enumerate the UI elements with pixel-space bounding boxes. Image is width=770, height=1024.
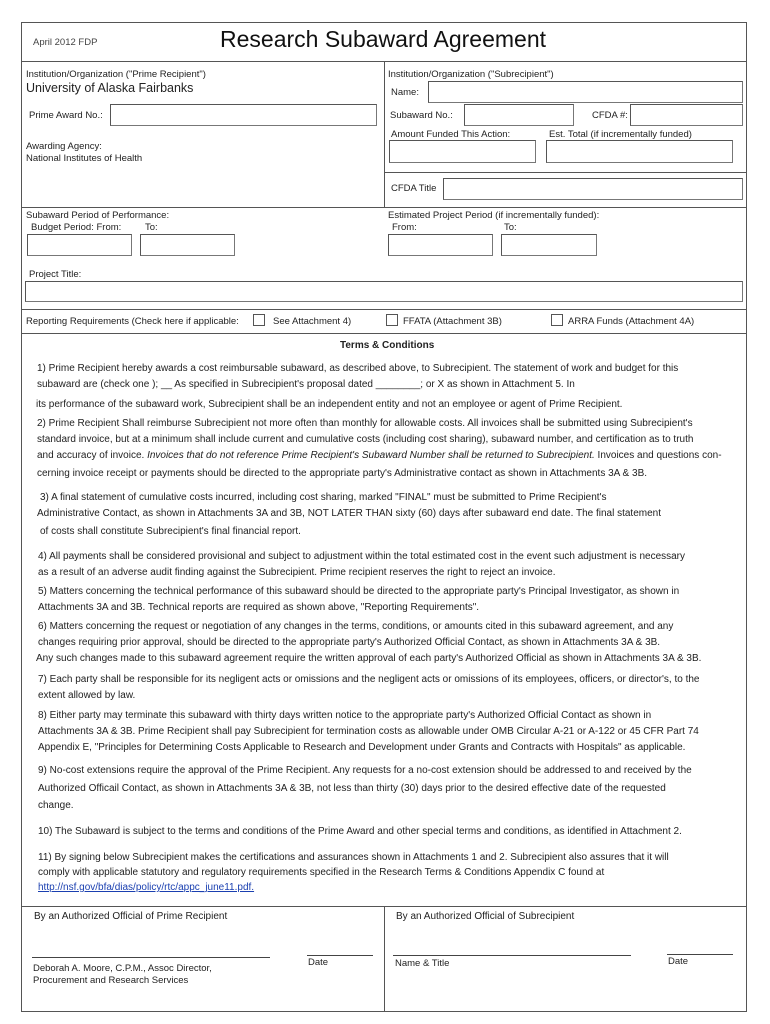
term-11-line: 11) By signing below Subrecipient makes the certifications and assurances shown in Attachments 1 and 2. Subrecipient also assures that it will [38,852,669,863]
budget-to-label: To: [145,222,158,233]
subaward-no-label: Subaward No.: [390,110,453,121]
budget-to-field[interactable] [140,234,235,256]
divider [21,309,747,310]
term-7-line: extent allowed by law. [38,690,136,701]
est-period-label: Estimated Project Period (if incrementally funded): [388,210,600,221]
prime-signature-heading: By an Authorized Official of Prime Recipient [34,911,228,922]
term-6 [38,619,748,667]
appendix-link[interactable]: http://nsf.gov/bfa/dias/policy/rtc/appc_june11.pdf. [38,882,255,893]
term-3-line: of costs shall constitute Subrecipient's final financial report. [40,526,301,537]
column-divider [384,906,385,1012]
term-6-line: Any such changes made to this subaward agreement require the written approval of each party's Authorized Official as shown in Attachments 3A & 3B. [36,653,702,664]
est-from-field[interactable] [388,234,493,256]
prime-date-line[interactable] [307,955,373,956]
term-1-line: its performance of the subaward work, Subrecipient shall be an independent entity and not an employee or agent of Prime Recipient. [36,399,623,410]
sub-name-title-label: Name & Title [395,958,450,969]
term-4-line: 4) All payments shall be considered provisional and subject to adjustment within the total estimated cost in the event such adjustment is necessary [38,551,686,562]
budget-from-field[interactable] [27,234,132,256]
term-8 [38,708,744,756]
term-3-line: Administrative Contact, as shown in Attachments 3A and 3B, NOT LATER THAN sixty (60) days after subaward end date. The final statement [37,508,662,519]
term-8-line: Attachments 3A & 3B. Prime Recipient shall pay Subrecipient for termination costs as allowable under OMB Circular A-21 or A-122 or 45 CFR Part 74 [38,726,699,737]
term-11-line: comply with applicable statutory and regulatory requirements specified in the Research Terms & Conditions Appendix C found at [38,867,605,878]
term-9-line: 9) No-cost extensions require the approval of the Prime Recipient. Any requests for a no-cost extension should be addressed to and received by the [38,765,692,776]
term-11 [38,850,744,895]
arra-label: ARRA Funds (Attachment 4A) [568,316,695,327]
est-to-field[interactable] [501,234,597,256]
prime-date-label: Date [308,957,329,968]
prime-label: Institution/Organization ("Prime Recipient") [26,69,206,80]
budget-from-label: Budget Period: From: [31,222,122,233]
sub-signature-line[interactable] [393,955,631,956]
term-2-line: standard invoice, but at a minimum shall include current and cumulative costs (including cost sharing), subaward number, and certification as to truth [37,434,694,445]
ffata-checkbox[interactable] [386,314,398,326]
awarding-agency-label: Awarding Agency: [26,141,102,152]
prime-signer-dept: Procurement and Research Services [33,975,189,986]
page-title: Research Subaward Agreement [220,26,547,52]
est-total-field[interactable] [546,140,733,163]
sub-name-label: Name: [391,87,419,98]
amount-funded-field[interactable] [389,140,536,163]
divider [21,207,747,208]
term-9-line: change. [38,800,74,811]
prime-signer-name: Deborah A. Moore, C.P.M., Assoc Director, [33,963,212,974]
arra-checkbox[interactable] [551,314,563,326]
term-3-line: 3) A final statement of cumulative costs incurred, including cost sharing, marked "FINAL" must be submitted to Prime Recipient's [40,492,607,503]
term-1-line: subaward are (check one ); __ As specified in Subrecipient's proposal dated ________; or X as shown in Attachment 5. In [37,379,575,390]
term-9-line: Authorized Officail Contact, as shown in Attachments 3A & 3B, not less than thirty (30) days prior to the desired effective date of the requested [38,782,666,794]
prime-signature-line[interactable] [32,957,270,958]
term-2 [37,416,743,482]
term-4 [38,549,744,581]
term-6-line: changes requiring prior approval, should be directed to the appropriate party's Authorized Official Contact, as shown in Attachments 3A & 3B. [38,637,661,648]
term-4-line: as a result of an adverse audit finding against the Subrecipient. Prime recipient reserves the right to reject an invoice. [38,567,556,578]
reporting-label: Reporting Requirements (Check here if applicable: [26,316,239,327]
sub-date-line[interactable] [667,954,733,955]
cfda-no-label: CFDA #: [592,110,628,121]
cfda-no-field[interactable] [630,104,743,126]
cfda-title-label: CFDA Title [391,183,437,194]
term-9 [38,762,744,815]
awarding-agency-value: National Institutes of Health [26,153,143,164]
divider [21,333,747,334]
ffata-label: FFATA (Attachment 3B) [403,316,502,327]
term-7-line: 7) Each party shall be responsible for its negligent acts or omissions and the negligent acts or omissions of its employees, officers, or director's, to the [38,674,700,685]
period-performance-label: Subaward Period of Performance: [26,210,170,221]
amount-funded-label: Amount Funded This Action: [391,129,511,140]
term-6-line: 6) Matters concerning the request or negotiation of any changes in the terms, conditions, or amounts cited in this subaward agreement, and any [38,621,674,632]
term-5 [38,584,744,616]
terms-heading: Terms & Conditions [340,340,435,351]
sub-label: Institution/Organization ("Subrecipient") [388,69,554,80]
attachment4-label: See Attachment 4) [273,316,352,327]
form-version: April 2012 FDP [33,37,98,48]
divider [384,172,747,173]
term-3 [37,490,743,540]
term-1-line: 1) Prime Recipient hereby awards a cost reimbursable subaward, as described above, to Subrecipient. The statement of work and budget for this [37,363,679,374]
term-8-line: 8) Either party may terminate this subaward with thirty days written notice to the appropriate party's Authorized Official Contact as shown in [38,710,652,721]
project-title-label: Project Title: [29,269,82,280]
est-from-label: From: [392,222,417,233]
est-total-label: Est. Total (if incrementally funded) [549,129,692,140]
term-2-line: 2) Prime Recipient Shall reimburse Subrecipient not more often than monthly for allowable costs. All invoices shall be submitted using Subrecipient's [37,418,693,429]
term-2-line: and accuracy of invoice. Invoices that do not reference Prime Recipient's Subaward Number shall be returned to Subrecipient. Invoices and questions con- [37,450,722,461]
prime-award-no-field[interactable] [110,104,377,126]
est-to-label: To: [504,222,517,233]
term-1 [37,361,743,413]
term-5-line: Attachments 3A and 3B. Technical reports are required as shown above, "Reporting Requirements". [38,602,480,613]
project-title-field[interactable] [25,281,743,302]
term-10: 10) The Subaward is subject to the terms and conditions of the Prime Award and other special terms and conditions, as identified in Attachment 2. [38,826,682,837]
prime-award-label: Prime Award No.: [29,110,103,121]
column-divider [384,61,385,207]
term-5-line: 5) Matters concerning the technical performance of this subaward should be directed to the appropriate party's Principal Investigator, as shown in [38,586,680,597]
sub-signature-heading: By an Authorized Official of Subrecipient [396,911,575,922]
sub-name-field[interactable] [428,81,743,103]
term-7 [38,672,744,704]
cfda-title-field[interactable] [443,178,743,200]
prime-name: University of Alaska Fairbanks [26,81,194,95]
sub-date-label: Date [668,956,689,967]
attachment4-checkbox[interactable] [253,314,265,326]
subaward-no-field[interactable] [464,104,574,126]
term-2-line: cerning invoice receipt or payments should be directed to the appropriate party's Administrative contact as shown in Attachments 3A & 3B. [37,468,648,479]
term-8-line: Appendix E, "Principles for Determining Costs Applicable to Research and Development under Grants and Contracts with Hospitals" as applicable. [38,742,686,753]
